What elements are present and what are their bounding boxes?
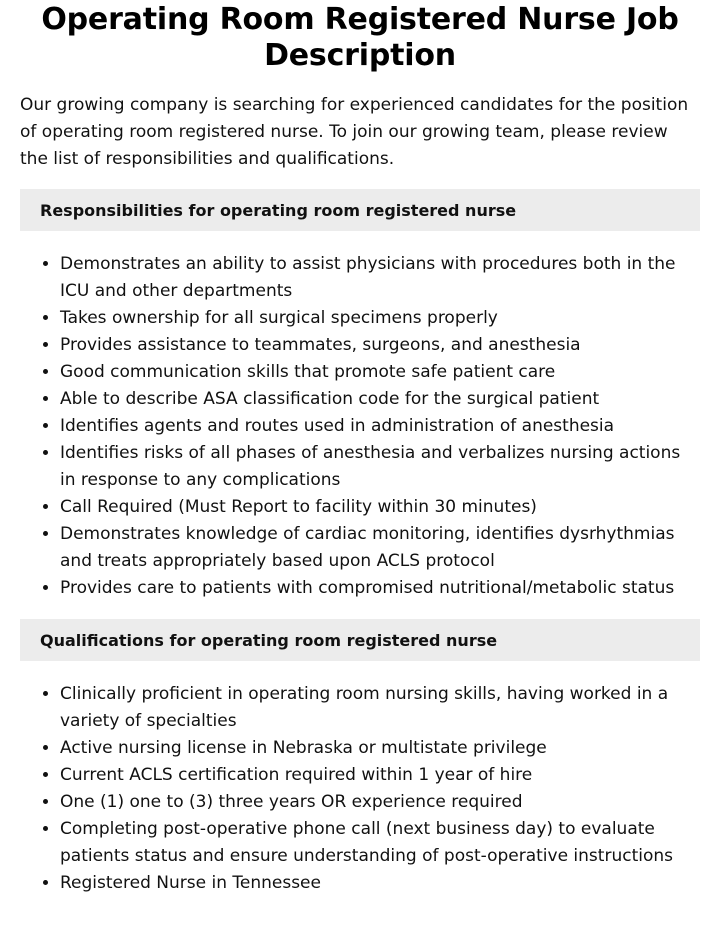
list-item: • Demonstrates an ability to assist physicians with procedures both in the ICU and other departments bbox=[60, 251, 700, 305]
responsibilities-heading-label: Responsibilities for operating room registered nurse bbox=[40, 200, 517, 220]
list-item: • Takes ownership for all surgical specimens properly bbox=[60, 305, 700, 332]
list-item: • Completing post-operative phone call (next business day) to evaluate patients status and ensure understanding of post-operative instructions bbox=[60, 816, 700, 870]
qualifications-list bbox=[20, 681, 700, 897]
responsibilities-list bbox=[20, 251, 700, 602]
list-item: • Clinically proficient in operating room nursing skills, having worked in a variety of specialties bbox=[60, 681, 700, 735]
list-item: • Demonstrates knowledge of cardiac monitoring, identifies dysrhythmias and treats appropriately based upon ACLS protocol bbox=[60, 521, 700, 575]
list-item: • Active nursing license in Nebraska or multistate privilege bbox=[60, 735, 700, 762]
list-item: • Identifies agents and routes used in administration of anesthesia bbox=[60, 413, 700, 440]
qualifications-heading-label: Qualifications for operating room registered nurse bbox=[40, 630, 498, 650]
list-item: • Current ACLS certification required within 1 year of hire bbox=[60, 762, 700, 789]
page-title: Operating Room Registered Nurse Job Description bbox=[41, 2, 679, 73]
list-item: • Provides care to patients with compromised nutritional/metabolic status bbox=[60, 575, 700, 602]
list-item: • Good communication skills that promote safe patient care bbox=[60, 359, 700, 386]
responsibilities-heading bbox=[20, 189, 700, 231]
list-item: • Provides assistance to teammates, surgeons, and anesthesia bbox=[60, 332, 700, 359]
list-item: • Able to describe ASA classification code for the surgical patient bbox=[60, 386, 700, 413]
list-item: • Registered Nurse in Tennessee bbox=[60, 870, 700, 897]
job-description-page bbox=[0, 2, 720, 897]
intro-paragraph: Our growing company is searching for experienced candidates for the position of operating room registered nurse. To join our growing team, please review the list of responsibilities and qualifications. bbox=[20, 95, 689, 169]
list-item: • Identifies risks of all phases of anesthesia and verbalizes nursing actions in response to any complications bbox=[60, 440, 700, 494]
list-item: • Call Required (Must Report to facility within 30 minutes) bbox=[60, 494, 700, 521]
qualifications-heading bbox=[20, 619, 700, 661]
list-item: • One (1) one to (3) three years OR experience required bbox=[60, 789, 700, 816]
